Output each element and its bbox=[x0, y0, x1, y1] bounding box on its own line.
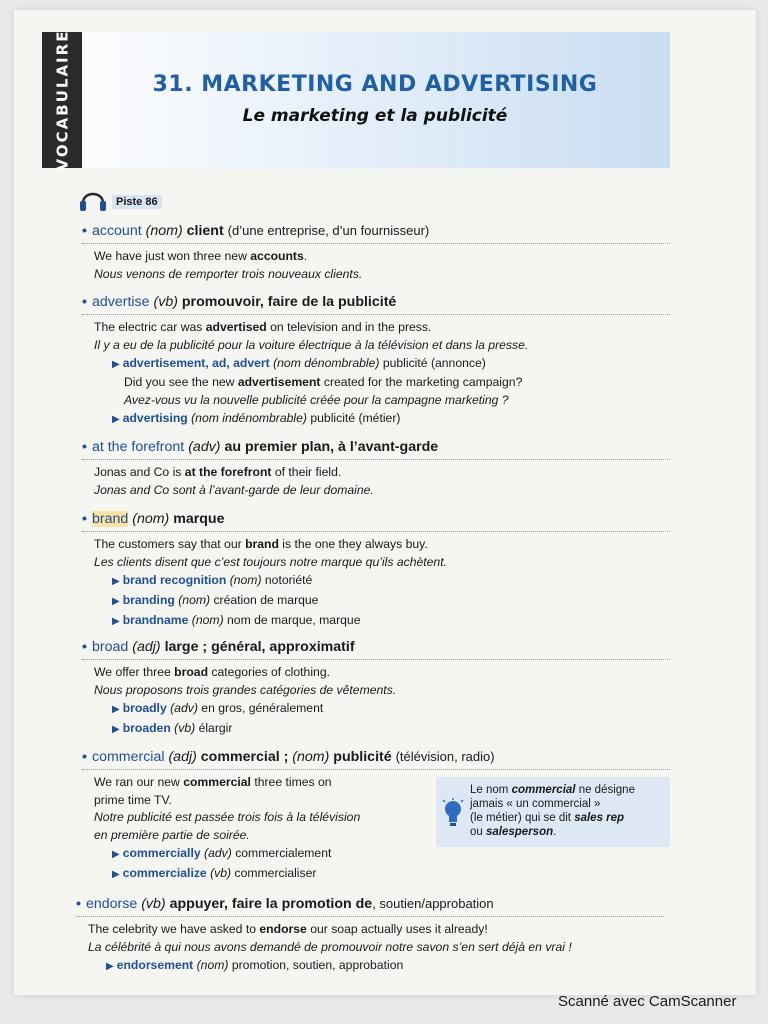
example-en: The electric car was advertised on television and in the press. bbox=[94, 320, 432, 334]
side-tab-label: VOCABULAIRE bbox=[53, 29, 71, 171]
bullet-icon: • bbox=[76, 896, 81, 912]
entry-word: broad bbox=[91, 639, 129, 655]
scanner-watermark: Scanné avec CamScanner bbox=[558, 993, 737, 1010]
audio-track-label: Piste 86 bbox=[112, 195, 162, 209]
bullet-icon: • bbox=[82, 294, 87, 310]
entry-heading: • broad (adj) large ; général, approximatif bbox=[82, 638, 670, 660]
bullet-icon: • bbox=[82, 639, 87, 655]
bullet-icon: • bbox=[82, 749, 87, 765]
entry-word: advertise bbox=[91, 294, 150, 310]
page-title: 31. MARKETING AND ADVERTISING bbox=[152, 72, 598, 97]
entry-endorse bbox=[76, 895, 664, 976]
derived-word: ▶ advertising (nom indénombrable) publicité (métier) bbox=[112, 411, 401, 425]
example-en: Did you see the new advertisement created for the marketing campaign? bbox=[124, 375, 523, 389]
tip-text: Le nom commercial ne désigne jamais « un commercial » (le métier) qui se dit sales rep ou salesperson. bbox=[470, 784, 635, 838]
example-fr: Les clients disent que c’est toujours notre marque qu’ils achètent. bbox=[94, 554, 447, 569]
derived-word: ▶ commercialize (vb) commercialiser bbox=[112, 866, 317, 880]
entry-broad bbox=[82, 638, 670, 739]
header-banner bbox=[42, 32, 670, 168]
derived-word: ▶ broaden (vb) élargir bbox=[112, 721, 233, 735]
example-en: We offer three broad categories of clothing. bbox=[94, 665, 330, 679]
example-en: The customers say that our brand is the one they always buy. bbox=[94, 537, 428, 551]
example-fr: Nous venons de remporter trois nouveaux clients. bbox=[94, 266, 363, 281]
example-fr: Avez-vous vu la nouvelle publicité créée pour la campagne marketing ? bbox=[124, 392, 509, 407]
entry-forefront bbox=[82, 438, 670, 499]
example-fr: Nous proposons trois grandes catégories de vêtements. bbox=[94, 682, 397, 697]
derived-word: ▶ broadly (adv) en gros, généralement bbox=[112, 701, 324, 715]
derived-word: ▶ advertisement, ad, advert (nom dénombrable) publicité (annonce) bbox=[112, 356, 486, 370]
entry-word: account bbox=[91, 223, 142, 239]
bullet-icon: • bbox=[82, 439, 87, 455]
derived-word: ▶ brand recognition (nom) notoriété bbox=[112, 573, 313, 587]
entry-heading: • endorse (vb) appuyer, faire la promotion de, soutien/approbation bbox=[76, 895, 664, 917]
entry-brand bbox=[82, 510, 670, 631]
entry-word: endorse bbox=[85, 896, 138, 912]
derived-word: ▶ endorsement (nom) promotion, soutien, approbation bbox=[106, 958, 404, 972]
derived-word: ▶ commercially (adv) commercialement bbox=[112, 846, 332, 860]
bullet-icon: • bbox=[82, 223, 87, 239]
example-en: We ran our new commercial three times on bbox=[94, 775, 332, 789]
example-en-cont: prime time TV. bbox=[94, 792, 172, 807]
entry-heading: • account (nom) client (d’une entreprise, d’un fournisseur) bbox=[82, 222, 670, 244]
entry-word: at the forefront bbox=[91, 439, 185, 455]
entry-heading: • advertise (vb) promouvoir, faire de la publicité bbox=[82, 293, 670, 315]
entry-heading: • brand (nom) marque bbox=[82, 510, 670, 532]
derived-word: ▶ brandname (nom) nom de marque, marque bbox=[112, 613, 361, 627]
entry-heading: • commercial (adj) commercial ; (nom) publicité (télévision, radio) bbox=[82, 748, 670, 770]
example-fr: Jonas and Co sont à l’avant-garde de leur domaine. bbox=[94, 482, 374, 497]
bullet-icon: • bbox=[82, 511, 87, 527]
entry-heading: • at the forefront (adv) au premier plan, à l’avant-garde bbox=[82, 438, 670, 460]
example-fr: La célébrité à qui nous avons demandé de promouvoir notre savon s’en sert déjà en vrai ! bbox=[88, 939, 572, 954]
example-en: The celebrity we have asked to endorse our soap actually uses it already! bbox=[88, 922, 488, 936]
lightbulb-icon bbox=[442, 798, 464, 828]
entry-advertise bbox=[82, 293, 670, 429]
example-fr: Il y a eu de la publicité pour la voiture électrique à la télévision et dans la presse. bbox=[94, 337, 529, 352]
example-fr-cont: en première partie de soirée. bbox=[94, 827, 250, 842]
example-en: We have just won three new accounts. bbox=[94, 249, 308, 263]
page-subtitle: Le marketing et la publicité bbox=[242, 106, 508, 126]
headphones-icon bbox=[78, 185, 108, 213]
example-fr: Notre publicité est passée trois fois à la télévision bbox=[94, 810, 361, 824]
derived-word: ▶ branding (nom) création de marque bbox=[112, 593, 319, 607]
entry-word: commercial bbox=[91, 749, 165, 765]
entry-account bbox=[82, 222, 670, 283]
example-en: Jonas and Co is at the forefront of their field. bbox=[94, 465, 342, 479]
audio-track bbox=[78, 185, 162, 213]
entry-word: brand bbox=[91, 511, 129, 527]
